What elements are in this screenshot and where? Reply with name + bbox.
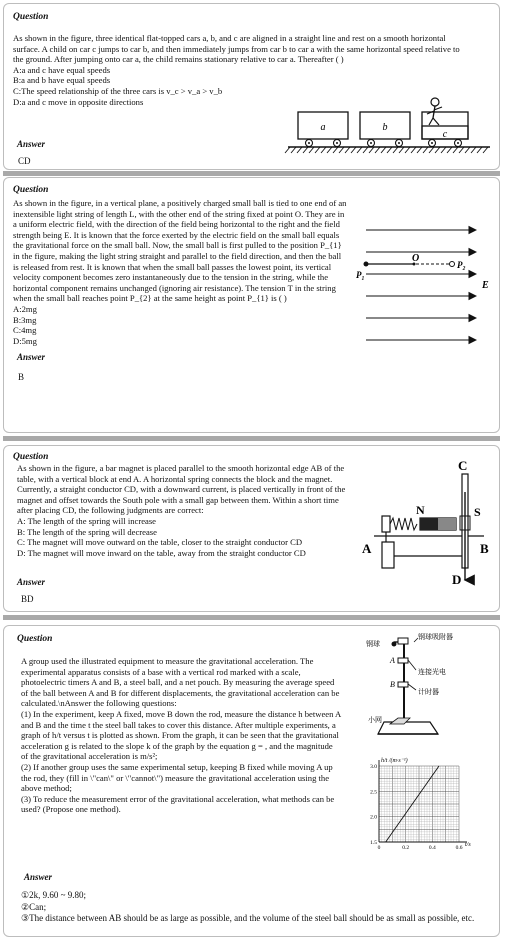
x-axis-label: t/s (465, 842, 471, 848)
pole-s-label: S (474, 505, 481, 519)
y-tick-label: 2.0 (370, 814, 377, 821)
question-card-3 (3, 445, 500, 612)
stem-text: As shown in the figure, a bar magnet is placed parallel to the smooth horizontal edge AB of the table, with a vertical block at end A. A horizontal spring connects the block and the magnet. Currently, a straight conductor CD, with a downward current, is placed vertically in front of the magnet and offset towards the South pole with a small gap between them. Within a short time after placing CD, the following judgments are correct: (17, 463, 346, 516)
field-e-label: E (482, 280, 489, 291)
point-c-label: C (458, 458, 468, 473)
answer-text: CD (18, 156, 31, 166)
point-o-label: O (412, 253, 420, 264)
answer-2: ②Can; (21, 901, 47, 912)
point-b-label: B (480, 541, 489, 556)
y-tick-label: 1.5 (370, 840, 377, 846)
option-d: D: The magnet will move inward on the table, away from the straight conductor CD (17, 547, 306, 558)
option-a: A:2mg (13, 303, 37, 314)
part-1: (1) In the experiment, keep A fixed, move B down the rod, measure the distance h between A and B and the time t the steel ball takes to cover this distance. After multiple experiments, a graph of h/t versus t is plotted as shown. From the graph, it can be seen that the gravitational acceleration g is related to the slope k of the graph by the equation g = , and the magnitude of the gravitational acceleration is m/s²; (21, 708, 341, 762)
cars-figure (284, 90, 494, 160)
option-c: C:The speed relationship of the three cars is v_c > v_a > v_b (13, 85, 223, 96)
answer-label: Answer (24, 872, 53, 882)
grid (379, 766, 459, 842)
ball-label: 钢球 (366, 640, 380, 648)
answer-text (21, 890, 491, 925)
option-b: B:a and b have equal speeds (13, 75, 111, 86)
answer-text: B (18, 372, 25, 382)
question-label: Question (17, 634, 53, 644)
option-c: C:4mg (13, 325, 37, 336)
car-c-label: c (442, 129, 448, 140)
question-card-2 (3, 177, 500, 433)
h-t-graph (359, 754, 479, 860)
part-2: (2) If another group uses the same experimental setup, keeping B fixed while moving A up the rod, they (fill in \"can\" or \"cannot\") measure the gravitational acceleration using the above method; (21, 761, 333, 794)
net-label: 小网 (368, 716, 382, 724)
question-label: Question (13, 185, 49, 195)
x-tick-label: 0.4 (428, 845, 436, 851)
answer-text: BD (21, 594, 34, 604)
x-tick-label: 0.2 (402, 845, 410, 851)
magnet-figure (354, 452, 494, 587)
question-stem (13, 198, 348, 346)
option-a: A: The length of the spring will increase (17, 515, 156, 526)
release-label: 钢球吸附器 (418, 633, 453, 641)
option-c: C: The magnet will move outward on the table, closer to the straight conductor CD (17, 537, 303, 548)
electric-field-figure (354, 220, 494, 350)
stem-text: As shown in the figure, three identical flat-topped cars a, b, and c are aligned in a straight line and rest on a smooth horizontal surface. A child on car c jumps to car b, and then immediately jumps from car b to car a with the same horizontal speed relative to the ground. After jumping onto car a, the child remains stationary relative to car a. Thereafter ( ) (13, 33, 460, 65)
timer-a-label: A (390, 656, 395, 665)
answer-3: ③The distance between AB should be as large as possible, and the volume of the steel ball should be as small as possible, etc. (21, 913, 475, 923)
section-divider (3, 436, 500, 441)
answer-1: ①2k, 9.60 ~ 9.80; (21, 890, 86, 900)
point-p2-label: P₂ (457, 260, 466, 270)
x-tick-label: 0 (377, 845, 381, 851)
y-axis-label: h/t /(m·s⁻¹) (381, 758, 408, 764)
question-label: Question (13, 12, 49, 22)
timer-b-label: B (390, 680, 395, 689)
section-divider (3, 171, 500, 176)
answer-label: Answer (17, 139, 46, 149)
photo-label: 连接光电 (418, 668, 446, 676)
car-b-label: b (382, 122, 388, 133)
question-label: Question (13, 452, 49, 462)
option-d: D:5mg (13, 335, 37, 346)
car-a-label: a (320, 122, 326, 133)
point-p1-label: P₁ (356, 270, 365, 280)
x-tick-label: 0.6 (455, 845, 463, 851)
option-d: D:a and c move in opposite directions (13, 96, 144, 107)
question-stem (21, 656, 341, 815)
section-divider (3, 615, 500, 620)
question-stem (17, 463, 352, 558)
option-b: B:3mg (13, 314, 37, 325)
answer-label: Answer (17, 352, 46, 362)
part-3: (3) To reduce the measurement error of the gravitational acceleration, what methods can be used? (Propose one method). (21, 793, 335, 815)
point-a-label: A (362, 541, 372, 556)
pole-n-label: N (416, 503, 425, 517)
question-card-1 (3, 3, 500, 170)
answer-label: Answer (17, 577, 46, 587)
stem-text: A group used the illustrated equipment to measure the gravitational acceleration. The experimental apparatus consists of a base with a vertical rod marked with a scale, photoelectric timers A and B, a steel ball, and a net pouch. By measuring the average speed of the ball between A and B for different displacements, the gravitational acceleration can be calculated.\nAnswer the following questions: (21, 656, 340, 709)
question-card-4 (3, 625, 500, 937)
stem-text: As shown in the figure, in a vertical plane, a positively charged small ball is tied to one end of an inextensible light string of length L, with the other end of the string fixed at point O. They are in a uniform electric field, with the direction of the field being horizontal to the right and the field strength being E. It is known that the force exerted by the electric field on the small ball equals the gravitational force on the small ball. Now, the small ball is first pulled to the position P_{1} in the figure, making the light string straight and parallel to the field direction, and then the ball is released from rest. It is known that when the small ball passes the lowest point, its vertical velocity component becomes zero instantaneously due to the tension in the string, while the horizontal component remains unchanged (ignoring air resistance). The tension T in the string when the small ball reaches point P_{2} at the same height as point P_{1} is ( ) (13, 198, 347, 304)
point-d-label: D (452, 572, 462, 587)
option-a: A:a and c have equal speeds (13, 64, 111, 75)
option-b: B: The length of the spring will decrease (17, 526, 157, 537)
timer-label: 计时器 (418, 688, 439, 696)
y-tick-label: 2.5 (370, 789, 377, 796)
y-tick-label: 3.0 (370, 764, 377, 770)
apparatus-figure (354, 630, 474, 750)
